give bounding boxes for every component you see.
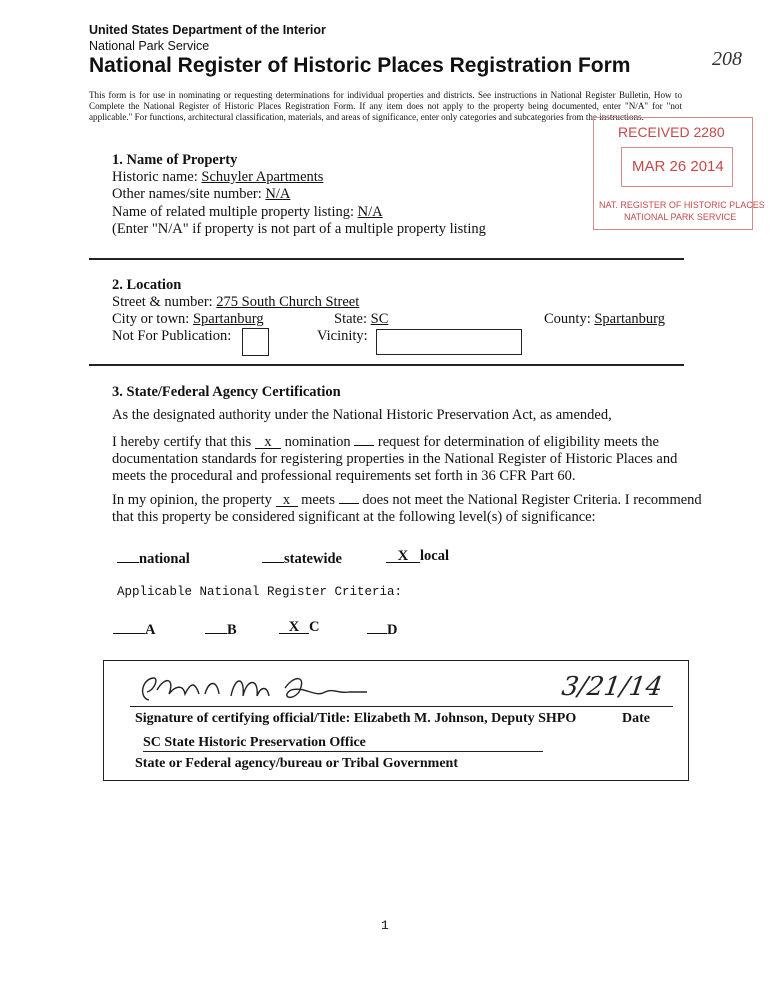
meets-mark-value: x	[282, 492, 291, 508]
criterion-label: B	[227, 622, 237, 638]
city-value: Spartanburg	[192, 311, 264, 327]
criterion-label: D	[387, 622, 398, 638]
other-names-row	[112, 186, 290, 203]
not-for-publication-label: Not For Publication:	[112, 328, 232, 344]
criterion-label: C	[309, 619, 320, 635]
historic-name-label: Historic name:	[112, 169, 198, 185]
level-mark	[262, 548, 284, 563]
county-row	[544, 311, 665, 328]
divider	[89, 364, 684, 366]
date-line	[566, 706, 673, 707]
does-not-meet-mark[interactable]	[339, 489, 359, 504]
certification-authority-text: As the designated authority under the National Historic Preservation Act, as amended,	[112, 407, 612, 423]
opinion-text-a: In my opinion, the property	[112, 492, 272, 508]
criteria-label: Applicable National Register Criteria:	[117, 585, 403, 599]
level-mark	[117, 548, 139, 563]
level-mark: X	[386, 548, 420, 563]
criterion-label: A	[145, 622, 156, 638]
mpl-row	[112, 204, 383, 221]
county-label: County:	[544, 311, 591, 327]
level-label: local	[420, 548, 449, 564]
city-row	[112, 311, 264, 328]
certification-paragraph	[112, 431, 702, 485]
signature-label: Signature of certifying official/Title: Elizabeth M. Johnson, Deputy SHPO	[135, 711, 577, 726]
mpl-value: N/A	[357, 204, 383, 220]
level-label: statewide	[284, 551, 342, 567]
certify-text-c: request for determination of eligibility meets the documentation standards for registering properties in the National Register of Historic Places and meets the procedural and professional requirements set forth in 36 CFR Part 60.	[112, 434, 678, 484]
criterion-mark	[367, 619, 387, 634]
vicinity-field[interactable]	[376, 329, 522, 355]
historic-name-row	[112, 169, 323, 186]
received-stamp-text: RECEIVED 2280	[618, 124, 725, 140]
agency-name: United States Department of the Interior	[89, 23, 326, 37]
state-row	[334, 311, 388, 328]
criterion-d[interactable]	[367, 619, 397, 639]
section1-heading: 1. Name of Property	[112, 152, 238, 168]
street-value: 275 South Church Street	[216, 294, 360, 310]
stamp-date: MAR 26 2014	[632, 158, 724, 175]
request-mark[interactable]	[354, 431, 374, 446]
stamp-register-line: NAT. REGISTER OF HISTORIC PLACES	[599, 200, 765, 210]
instructions-paragraph: This form is for use in nominating or requesting determinations for individual properties and districts. See instructions in National Register Bulletin, How to Complete the National Register of Historic Places Registration Form. If any item does not apply to the property being documented, enter "N/A" for "not applicable." For functions, architectural classification, materials, and areas of significance, enter only categories and subcategories from the instructions.	[89, 90, 682, 122]
mpl-label: Name of related multiple property listing:	[112, 204, 355, 220]
state-value: SC	[370, 311, 389, 327]
street-row	[112, 294, 359, 311]
criterion-b[interactable]	[205, 619, 237, 639]
section3-heading: 3. State/Federal Agency Certification	[112, 384, 341, 400]
criterion-mark	[113, 619, 145, 634]
level-local[interactable]	[386, 548, 449, 565]
certify-text-a: I hereby certify that this	[112, 434, 252, 450]
other-names-value: N/A	[265, 186, 291, 202]
criterion-mark	[205, 619, 227, 634]
page-number: 1	[381, 918, 389, 933]
handwritten-signature	[135, 668, 375, 710]
criterion-c[interactable]	[279, 619, 319, 636]
form-title: National Register of Historic Places Registration Form	[89, 54, 631, 77]
county-value: Spartanburg	[594, 311, 665, 327]
mpl-note: (Enter "N/A" if property is not part of a multiple property listing	[112, 221, 486, 237]
section2-heading: 2. Location	[112, 277, 182, 293]
divider	[89, 258, 684, 260]
level-label: national	[139, 551, 190, 567]
service-name: National Park Service	[89, 39, 210, 53]
date-label: Date	[622, 711, 650, 726]
received-stamp	[593, 117, 765, 230]
opinion-paragraph	[112, 489, 702, 526]
certify-text-b: nomination	[284, 434, 351, 450]
agency-bureau-label: State or Federal agency/bureau or Tribal Government	[135, 756, 459, 771]
criterion-mark: X	[279, 619, 309, 634]
nomination-mark-value: x	[264, 434, 272, 450]
level-statewide[interactable]	[262, 548, 342, 568]
stamp-nps-line: NATIONAL PARK SERVICE	[624, 212, 737, 222]
state-label: State:	[334, 311, 368, 327]
handwritten-number: 208	[712, 48, 742, 70]
street-label: Street & number:	[112, 294, 213, 310]
signature-line	[130, 706, 570, 707]
signed-date: 3/21/14	[559, 672, 665, 702]
stamp-date-box	[621, 147, 733, 187]
meets-mark[interactable]	[276, 492, 298, 507]
opinion-text-c: does not meet the National Register Criteria. I recommend that this property be considered significant at the following level(s) of significance:	[112, 492, 702, 525]
not-for-publication-checkbox[interactable]	[242, 328, 269, 356]
level-national[interactable]	[117, 548, 190, 568]
other-names-label: Other names/site number:	[112, 186, 262, 202]
vicinity-label: Vicinity:	[317, 328, 368, 344]
criterion-a[interactable]	[113, 619, 155, 639]
office-name: SC State Historic Preservation Office	[143, 735, 543, 752]
opinion-text-b: meets	[301, 492, 335, 508]
nomination-mark[interactable]	[255, 434, 281, 449]
historic-name-value: Schuyler Apartments	[201, 169, 324, 185]
city-label: City or town:	[112, 311, 190, 327]
